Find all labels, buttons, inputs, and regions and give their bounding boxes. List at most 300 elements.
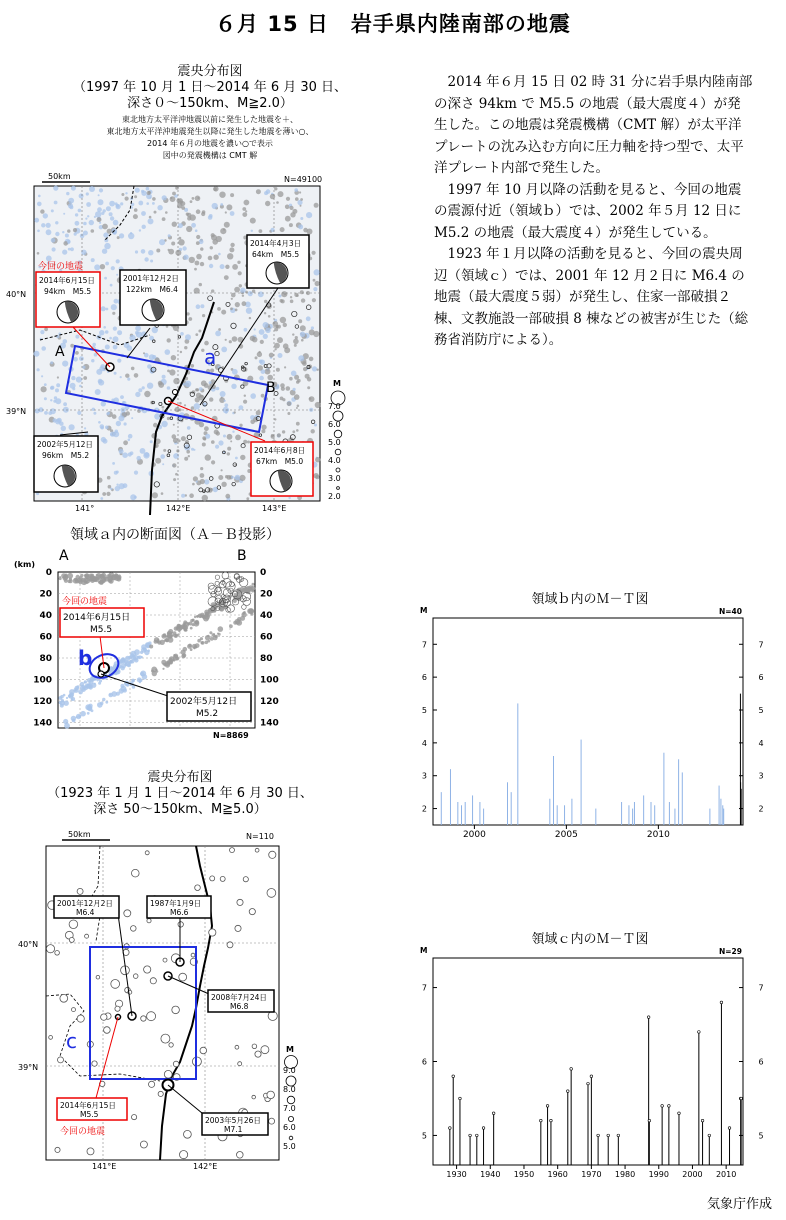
section-seismicity-dot bbox=[218, 626, 224, 632]
seismicity-dot bbox=[277, 337, 283, 343]
seismicity-dot bbox=[87, 215, 89, 217]
map1-lat-label: 40°N bbox=[6, 290, 27, 299]
seismicity-dot bbox=[105, 345, 110, 350]
seismicity-dot bbox=[234, 287, 240, 293]
seismicity-dot bbox=[291, 371, 297, 377]
map2-event-circle bbox=[85, 934, 89, 938]
mechanism-box-2002-05-12 bbox=[34, 436, 98, 492]
seismicity-dot bbox=[157, 205, 162, 210]
seismicity-dot bbox=[182, 246, 186, 250]
mt-chart-ytick-right: 6 bbox=[758, 673, 764, 683]
section-depth-tick-right: 120 bbox=[260, 697, 279, 707]
seismicity-dot bbox=[195, 196, 201, 202]
seismicity-dot bbox=[315, 475, 319, 479]
section-seismicity-dot bbox=[237, 617, 241, 621]
seismicity-dot bbox=[276, 201, 279, 204]
section-seismicity-dot bbox=[161, 660, 166, 665]
seismicity-dot bbox=[162, 375, 166, 379]
section-seismicity-dot bbox=[99, 679, 102, 682]
seismicity-dot bbox=[259, 376, 264, 381]
seismicity-dot bbox=[307, 386, 310, 389]
section-seismicity-dot bbox=[86, 684, 91, 689]
seismicity-dot bbox=[315, 457, 320, 462]
section-seismicity-dot bbox=[66, 697, 68, 699]
seismicity-dot bbox=[109, 201, 115, 207]
map1-note-line: 東北地方太平洋沖地震以前に発生した地震を＋、 bbox=[122, 115, 298, 124]
section-depth-tick-left: 140 bbox=[33, 718, 52, 729]
section-seismicity-dot bbox=[111, 575, 113, 577]
section-depth-tick-left: 120 bbox=[33, 697, 52, 707]
seismicity-dot bbox=[244, 200, 250, 206]
seismicity-dot bbox=[98, 199, 104, 205]
seismicity-dot bbox=[93, 412, 96, 415]
section-seismicity-dot bbox=[176, 626, 180, 630]
seismicity-dot bbox=[227, 452, 230, 455]
map2-event-circle bbox=[104, 1027, 111, 1034]
seismicity-dot bbox=[110, 432, 115, 437]
seismicity-dot bbox=[44, 327, 48, 331]
seismicity-dot bbox=[314, 424, 317, 427]
seismicity-dot bbox=[311, 429, 315, 433]
map1-point-b: B bbox=[266, 380, 276, 396]
mt-chart-ytick-right: 6 bbox=[758, 1057, 764, 1067]
mechanism-box-2001-12-02 bbox=[120, 270, 186, 325]
seismicity-dot bbox=[296, 294, 299, 297]
page-title: ６月 15 日 岩手県内陸南部の地震 bbox=[215, 12, 571, 36]
seismicity-dot bbox=[196, 481, 198, 483]
map2-caption bbox=[10, 770, 350, 818]
map2-event-circle bbox=[269, 1118, 275, 1124]
seismicity-dot bbox=[292, 333, 294, 335]
seismicity-dot bbox=[139, 229, 141, 231]
seismicity-dot bbox=[61, 426, 66, 431]
map2-magnitude-legend bbox=[283, 1056, 298, 1152]
map2-event-circle bbox=[132, 869, 140, 877]
mt-chart-ytick-right: 2 bbox=[758, 804, 764, 814]
seismicity-dot bbox=[280, 227, 285, 232]
seismicity-dot bbox=[111, 304, 117, 310]
map2-event-circle bbox=[144, 966, 151, 973]
seismicity-dot bbox=[218, 328, 221, 331]
seismicity-dot bbox=[168, 234, 171, 237]
mechanism-depth-mag: 94km M5.5 bbox=[44, 287, 92, 296]
mt-chart-region-c bbox=[400, 925, 780, 1185]
seismicity-dot bbox=[188, 455, 190, 457]
seismicity-dot bbox=[179, 402, 182, 405]
seismicity-dot bbox=[265, 369, 271, 375]
event-label-1987-01-09 bbox=[147, 896, 211, 918]
seismicity-dot bbox=[243, 440, 247, 444]
seismicity-dot bbox=[186, 312, 189, 315]
seismicity-dot bbox=[277, 325, 281, 329]
description-paragraph: 1997 年 10 月以降の活動を見ると、今回の地震の震源付近（領域ｂ）では、2002 年５月 12 日にM5.2 の地震（最大震度４）が発生している。 bbox=[434, 181, 742, 241]
section-box1-line2: M5.5 bbox=[90, 625, 113, 635]
seismicity-dot bbox=[202, 443, 206, 447]
seismicity-dot bbox=[259, 360, 263, 364]
event-label-line: M6.8 bbox=[230, 1002, 249, 1011]
seismicity-dot bbox=[186, 226, 192, 232]
seismicity-dot bbox=[220, 228, 226, 234]
seismicity-dot bbox=[71, 186, 76, 191]
seismicity-dot bbox=[100, 497, 103, 500]
section-depth-tick-right: 20 bbox=[260, 589, 273, 600]
seismicity-dot bbox=[165, 349, 171, 355]
mt-chart-count: N=40 bbox=[719, 607, 742, 616]
seismicity-dot bbox=[138, 201, 143, 206]
seismicity-dot bbox=[91, 229, 95, 233]
section-seismicity-dot bbox=[71, 716, 76, 721]
section-count: N=8869 bbox=[213, 731, 249, 740]
seismicity-dot bbox=[300, 332, 305, 337]
mechanism-depth-mag: 122km M6.4 bbox=[126, 285, 178, 294]
seismicity-dot bbox=[225, 211, 227, 213]
seismicity-dot bbox=[43, 213, 48, 218]
seismicity-dot bbox=[285, 216, 291, 222]
seismicity-dot bbox=[200, 247, 203, 250]
map2-event-circle bbox=[169, 1043, 173, 1047]
mt-chart-title: 領域ｃ内のＭ－Ｔ図 bbox=[531, 932, 649, 947]
seismicity-dot bbox=[55, 232, 59, 236]
magnitude-legend-label: 7.0 bbox=[328, 402, 341, 411]
map2-current-label: 今回の地震 bbox=[60, 1127, 106, 1137]
section-seismicity-dot bbox=[90, 574, 94, 578]
seismicity-dot bbox=[142, 386, 145, 389]
seismicity-dot bbox=[184, 404, 186, 406]
seismicity-dot bbox=[154, 211, 157, 214]
description-text bbox=[434, 72, 754, 352]
seismicity-dot bbox=[175, 473, 178, 476]
seismicity-dot bbox=[199, 422, 204, 427]
mt-event-head bbox=[661, 1105, 664, 1108]
seismicity-dot bbox=[240, 288, 246, 294]
section-seismicity-dot bbox=[78, 715, 81, 718]
seismicity-dot bbox=[246, 497, 249, 500]
map2-event-circle bbox=[115, 1006, 120, 1011]
seismicity-dot bbox=[224, 275, 229, 280]
section-seismicity-dot bbox=[81, 687, 86, 692]
seismicity-dot bbox=[312, 366, 317, 371]
seismicity-dot bbox=[212, 239, 218, 245]
seismicity-dot bbox=[37, 252, 40, 255]
seismicity-dot bbox=[223, 435, 226, 438]
magnitude-legend-circle bbox=[336, 468, 340, 472]
seismicity-dot bbox=[274, 343, 280, 349]
seismicity-dot bbox=[282, 398, 285, 401]
seismicity-dot bbox=[225, 494, 230, 499]
seismicity-dot bbox=[71, 376, 75, 380]
seismicity-dot bbox=[38, 195, 41, 198]
mt-event-head bbox=[540, 1119, 543, 1122]
section-seismicity-dot bbox=[252, 583, 255, 586]
seismicity-dot bbox=[162, 195, 167, 200]
seismicity-dot bbox=[204, 426, 209, 431]
map2-event-circle bbox=[141, 1016, 146, 1021]
map1-current-label: 今回の地震 bbox=[38, 262, 84, 272]
seismicity-dot bbox=[62, 361, 68, 367]
seismicity-dot bbox=[280, 299, 284, 303]
seismicity-dot bbox=[143, 352, 145, 354]
section-seismicity-dot bbox=[183, 620, 187, 624]
epicenter-map-2 bbox=[0, 826, 320, 1172]
seismicity-dot bbox=[227, 434, 233, 440]
seismicity-dot bbox=[111, 399, 114, 402]
section-seismicity-dot bbox=[73, 688, 78, 693]
seismicity-dot bbox=[181, 494, 185, 498]
seismicity-dot bbox=[118, 415, 124, 421]
seismicity-dot bbox=[116, 421, 121, 426]
seismicity-dot bbox=[298, 355, 304, 361]
seismicity-dot bbox=[211, 289, 214, 292]
seismicity-dot bbox=[172, 463, 176, 467]
mt-chart-frame bbox=[433, 618, 743, 825]
section-seismicity-dot bbox=[174, 634, 178, 638]
mt-chart-ytick-right: 4 bbox=[758, 738, 764, 748]
seismicity-dot bbox=[244, 328, 248, 332]
seismicity-dot bbox=[274, 418, 276, 420]
seismicity-dot bbox=[41, 346, 46, 351]
map2-event-circle bbox=[191, 953, 195, 957]
mt-chart-xtick: 1970 bbox=[581, 1170, 602, 1179]
map2-event-circle bbox=[77, 1015, 84, 1022]
section-seismicity-dot bbox=[187, 644, 192, 649]
map2-event-circle bbox=[58, 1057, 64, 1063]
map2-event-circle bbox=[267, 889, 276, 898]
seismicity-dot bbox=[51, 238, 56, 243]
seismicity-dot bbox=[298, 224, 303, 229]
mt-event-head bbox=[597, 1134, 600, 1137]
seismicity-dot bbox=[287, 412, 290, 415]
seismicity-dot bbox=[288, 497, 290, 499]
seismicity-dot bbox=[252, 290, 255, 293]
seismicity-dot bbox=[141, 211, 146, 216]
mechanism-box-2014-04-03 bbox=[247, 235, 309, 288]
mechanism-box-2014-06-15 bbox=[36, 272, 100, 327]
seismicity-dot bbox=[114, 471, 118, 475]
seismicity-dot bbox=[135, 331, 139, 335]
seismicity-dot bbox=[202, 495, 208, 501]
mt-chart-region-b bbox=[400, 585, 780, 845]
seismicity-dot bbox=[227, 253, 233, 259]
section-seismicity-dot bbox=[160, 640, 165, 645]
seismicity-dot bbox=[63, 402, 67, 406]
map1-lon-label: 142°E bbox=[166, 504, 191, 513]
seismicity-dot bbox=[56, 383, 60, 387]
seismicity-dot bbox=[232, 264, 238, 270]
section-seismicity-dot bbox=[131, 679, 135, 683]
seismicity-dot bbox=[102, 224, 108, 230]
seismicity-dot bbox=[167, 417, 170, 420]
seismicity-dot bbox=[104, 277, 107, 280]
seismicity-dot bbox=[262, 425, 267, 430]
mt-event-head bbox=[492, 1112, 495, 1115]
seismicity-dot bbox=[210, 246, 213, 249]
map2-event-circle bbox=[69, 920, 78, 929]
credit-label: 気象庁作成 bbox=[706, 1197, 772, 1212]
section-seismicity-dot bbox=[193, 621, 199, 627]
section-seismicity-dot bbox=[169, 660, 173, 664]
seismicity-dot bbox=[231, 384, 236, 389]
map1-count: N=49100 bbox=[284, 175, 323, 184]
map2-event-circle bbox=[46, 945, 54, 953]
magnitude-legend-circle bbox=[337, 487, 340, 490]
section-seismicity-dot bbox=[229, 624, 233, 628]
seismicity-dot bbox=[312, 251, 316, 255]
seismicity-dot bbox=[286, 197, 290, 201]
mt-chart-ytick-right: 7 bbox=[758, 640, 764, 650]
seismicity-dot bbox=[77, 411, 81, 415]
seismicity-dot bbox=[314, 203, 319, 208]
mt-event-head bbox=[449, 1127, 452, 1130]
mt-chart-ytick-left: 5 bbox=[421, 1131, 427, 1141]
seismicity-dot bbox=[131, 206, 133, 208]
seismicity-dot bbox=[70, 247, 74, 251]
seismicity-dot bbox=[160, 454, 165, 459]
seismicity-dot bbox=[229, 247, 234, 252]
seismicity-dot bbox=[127, 345, 133, 351]
map2-event-circle bbox=[131, 926, 137, 932]
seismicity-dot bbox=[113, 345, 118, 350]
seismicity-dot bbox=[103, 326, 106, 329]
seismicity-dot bbox=[230, 307, 233, 310]
seismicity-dot bbox=[281, 291, 287, 297]
section-seismicity-dot bbox=[63, 694, 66, 697]
seismicity-dot bbox=[63, 213, 65, 215]
seismicity-dot bbox=[79, 356, 84, 361]
magnitude-legend-label: 3.0 bbox=[328, 474, 341, 483]
seismicity-dot bbox=[50, 408, 56, 414]
mt-chart-ylabel: M bbox=[420, 946, 428, 955]
seismicity-dot bbox=[34, 218, 39, 223]
seismicity-dot bbox=[131, 417, 133, 419]
seismicity-dot bbox=[104, 243, 110, 249]
seismicity-dot bbox=[224, 400, 226, 402]
seismicity-dot bbox=[167, 386, 171, 390]
seismicity-dot bbox=[152, 492, 158, 498]
seismicity-dot bbox=[89, 186, 95, 192]
seismicity-dot bbox=[69, 424, 75, 430]
seismicity-dot bbox=[189, 493, 194, 498]
mt-chart-ytick-right: 5 bbox=[758, 1131, 764, 1141]
seismicity-dot bbox=[73, 357, 78, 362]
seismicity-dot bbox=[179, 237, 182, 240]
map1-scale-label: 50km bbox=[48, 172, 71, 181]
seismicity-dot bbox=[306, 212, 312, 218]
section-depth-tick-right: 40 bbox=[260, 611, 273, 621]
map2-count: N=110 bbox=[246, 832, 274, 841]
seismicity-dot bbox=[186, 450, 190, 454]
seismicity-dot bbox=[44, 383, 47, 386]
seismicity-dot bbox=[250, 336, 255, 341]
seismicity-dot bbox=[239, 405, 244, 410]
seismicity-dot bbox=[119, 233, 124, 238]
map2-event-circle bbox=[255, 1051, 261, 1057]
seismicity-dot bbox=[79, 385, 82, 388]
seismicity-dot bbox=[148, 250, 153, 255]
focal-mechanism-icon bbox=[266, 262, 288, 284]
seismicity-dot bbox=[315, 281, 320, 286]
seismicity-dot bbox=[128, 452, 132, 456]
section-seismicity-dot bbox=[209, 631, 212, 634]
map2-event-circle bbox=[172, 1006, 180, 1014]
seismicity-dot bbox=[305, 374, 310, 379]
map2-event-circle bbox=[101, 1014, 107, 1020]
seismicity-dot bbox=[195, 333, 198, 336]
seismicity-dot bbox=[75, 351, 79, 355]
map2-event-circle bbox=[255, 848, 259, 852]
event-label-line: M6.6 bbox=[170, 908, 189, 917]
section-box1-line1: 2014年6月15日 bbox=[63, 613, 131, 623]
map2-event-circle bbox=[92, 1061, 97, 1066]
seismicity-dot bbox=[210, 488, 213, 491]
seismicity-dot bbox=[99, 188, 103, 192]
seismicity-dot bbox=[134, 195, 137, 198]
map1-caption-line: 震央分布図 bbox=[177, 64, 243, 79]
map2-event-circle bbox=[243, 877, 248, 882]
section-seismicity-dot bbox=[105, 701, 108, 704]
seismicity-dot bbox=[235, 302, 240, 307]
seismicity-dot bbox=[231, 476, 234, 479]
seismicity-dot bbox=[283, 323, 287, 327]
seismicity-dot bbox=[293, 339, 299, 345]
seismicity-dot bbox=[289, 223, 293, 227]
map2-event-circle bbox=[200, 1047, 207, 1054]
seismicity-dot bbox=[175, 407, 180, 412]
map2-caption-line: 深さ 50～150km、M≧5.0） bbox=[93, 802, 267, 817]
section-seismicity-dot bbox=[111, 691, 117, 697]
region-a-label: a bbox=[204, 345, 217, 369]
event-label-line: 2008年7月24日 bbox=[211, 993, 267, 1002]
seismicity-dot bbox=[242, 212, 247, 217]
map2-magnitude-legend-label: 7.0 bbox=[283, 1104, 296, 1113]
section-seismicity-dot bbox=[130, 661, 133, 664]
section-seismicity-dot bbox=[85, 573, 89, 577]
seismicity-dot bbox=[242, 207, 246, 211]
mt-event-head bbox=[590, 1075, 593, 1078]
seismicity-dot bbox=[180, 332, 184, 336]
section-seismicity-dot bbox=[99, 574, 104, 579]
seismicity-dot bbox=[213, 187, 217, 191]
seismicity-dot bbox=[156, 249, 160, 253]
section-seismicity-dot bbox=[63, 701, 68, 706]
seismicity-dot bbox=[152, 355, 156, 359]
seismicity-dot bbox=[37, 230, 40, 233]
map2-event-circle bbox=[161, 1034, 170, 1043]
section-seismicity-dot bbox=[197, 639, 201, 643]
seismicity-dot bbox=[173, 478, 176, 481]
seismicity-dot bbox=[195, 229, 198, 232]
map1-note-line: 東北地方太平洋沖地震発生以降に発生した地震を薄い○、 bbox=[106, 127, 314, 136]
mt-event-head bbox=[740, 1097, 743, 1100]
map2-event-circle bbox=[252, 1044, 257, 1049]
seismicity-dot bbox=[294, 344, 297, 347]
seismicity-dot bbox=[200, 262, 204, 266]
seismicity-dot bbox=[227, 447, 231, 451]
seismicity-dot bbox=[37, 368, 40, 371]
section-seismicity-dot bbox=[170, 658, 172, 660]
seismicity-dot bbox=[180, 351, 182, 353]
seismicity-dot bbox=[296, 407, 298, 409]
section-seismicity-dot bbox=[131, 656, 136, 661]
seismicity-dot bbox=[50, 399, 52, 401]
seismicity-dot bbox=[152, 327, 158, 333]
seismicity-dot bbox=[83, 376, 87, 380]
map2-event-circle bbox=[252, 1095, 256, 1099]
seismicity-dot bbox=[98, 380, 104, 386]
section-seismicity-dot bbox=[76, 716, 78, 718]
seismicity-dot bbox=[313, 279, 316, 282]
seismicity-dot bbox=[101, 437, 106, 442]
seismicity-dot bbox=[144, 257, 148, 261]
